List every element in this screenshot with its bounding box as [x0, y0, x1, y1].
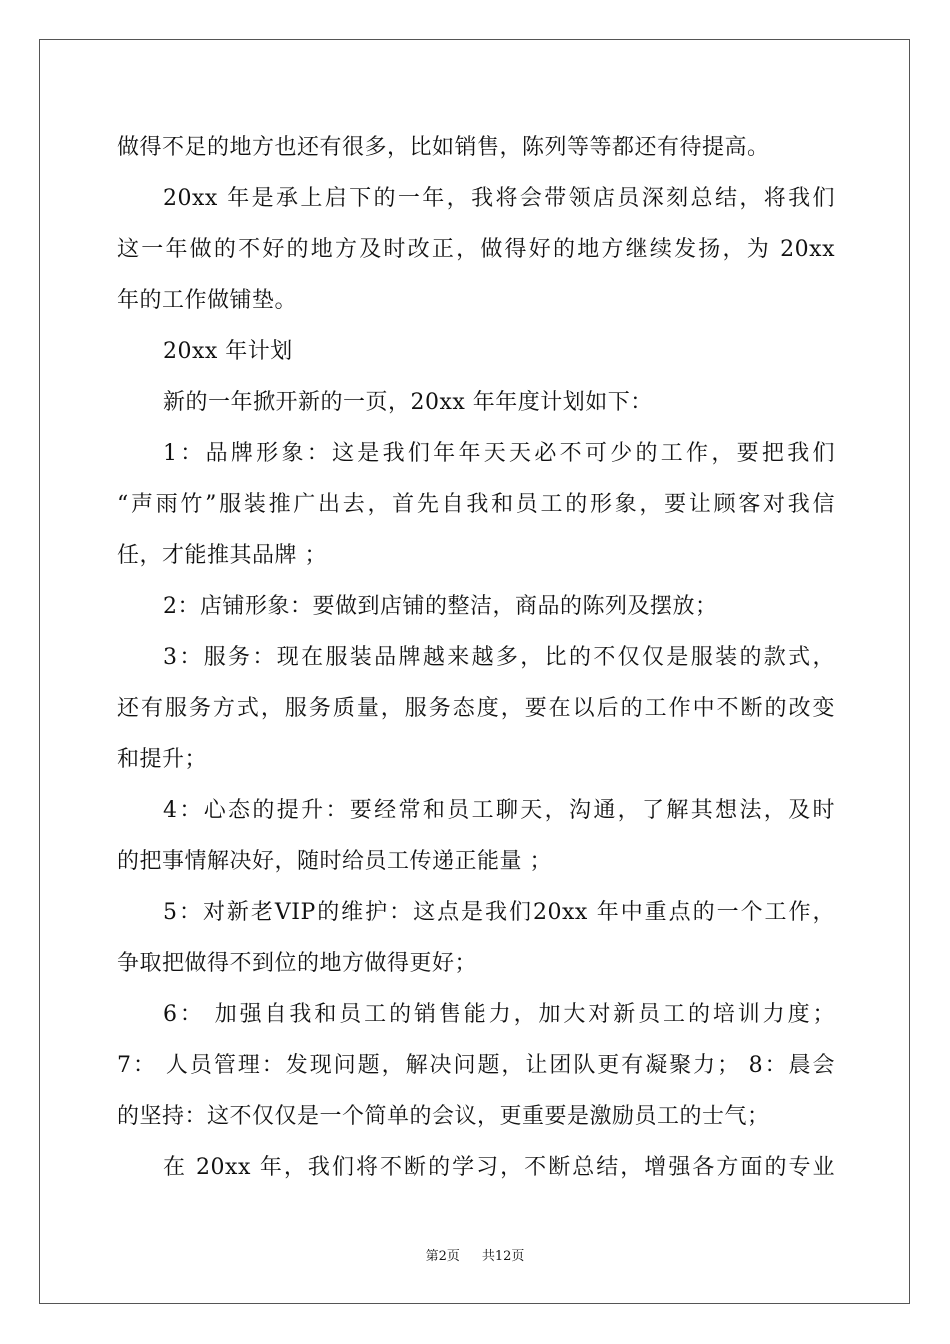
page-footer: [0, 1245, 950, 1264]
list-item-line: 争取把做得不到位的地方做得更好；: [117, 951, 478, 976]
list-item-line: 还有服务方式，服务质量，服务态度，要在以后的工作中不断的改变: [117, 696, 835, 721]
page-number: 第2页: [425, 1249, 460, 1264]
paragraph-line: 年的工作做铺垫。: [117, 288, 298, 313]
paragraph-line: 在 20xx 年，我们将不断的学习，不断总结，增强各方面的专业: [163, 1155, 835, 1180]
paragraph-line: 20xx 年是承上启下的一年，我将会带领店员深刻总结，将我们: [163, 186, 835, 211]
list-item-line: 1：品牌形象：这是我们年年天天必不可少的工作，要把我们: [163, 441, 835, 466]
page-total: 共12页: [481, 1249, 525, 1264]
paragraph-line: 这一年做的不好的地方及时改正，做得好的地方继续发扬，为 20xx: [117, 237, 835, 262]
paragraph-line: 新的一年掀开新的一页，20xx 年年度计划如下：: [163, 390, 653, 415]
list-item-line: 和提升；: [117, 747, 208, 772]
list-item-line: 3：服务：现在服装品牌越来越多，比的不仅仅是服装的款式，: [163, 645, 835, 670]
section-heading: 20xx 年计划: [163, 339, 293, 364]
list-item-line: “声雨竹”服装推广出去，首先自我和员工的形象，要让顾客对我信: [117, 492, 835, 517]
list-item-line: 2：店铺形象：要做到店铺的整洁，商品的陈列及摆放；: [163, 594, 718, 619]
paragraph-line: 做得不足的地方也还有很多，比如销售，陈列等等都还有待提高。: [117, 135, 770, 160]
list-item-line: 4：心态的提升：要经常和员工聊天，沟通，了解其想法，及时: [163, 798, 835, 823]
list-item-line: 5：对新老VIP的维护：这点是我们20xx 年中重点的一个工作，: [163, 900, 835, 925]
list-item-line: 7： 人员管理：发现问题，解决问题，让团队更有凝聚力； 8：晨会: [117, 1053, 835, 1078]
list-item-line: 的把事情解决好，随时给员工传递正能量 ；: [117, 849, 552, 874]
list-item-line: 的坚持：这不仅仅是一个简单的会议，更重要是激励员工的士气；: [117, 1104, 770, 1129]
document-body: [117, 122, 835, 1193]
list-item-line: 任，才能推其品牌 ；: [117, 543, 327, 568]
list-item-line: 6： 加强自我和员工的销售能力，加大对新员工的培训力度；: [163, 1002, 835, 1027]
